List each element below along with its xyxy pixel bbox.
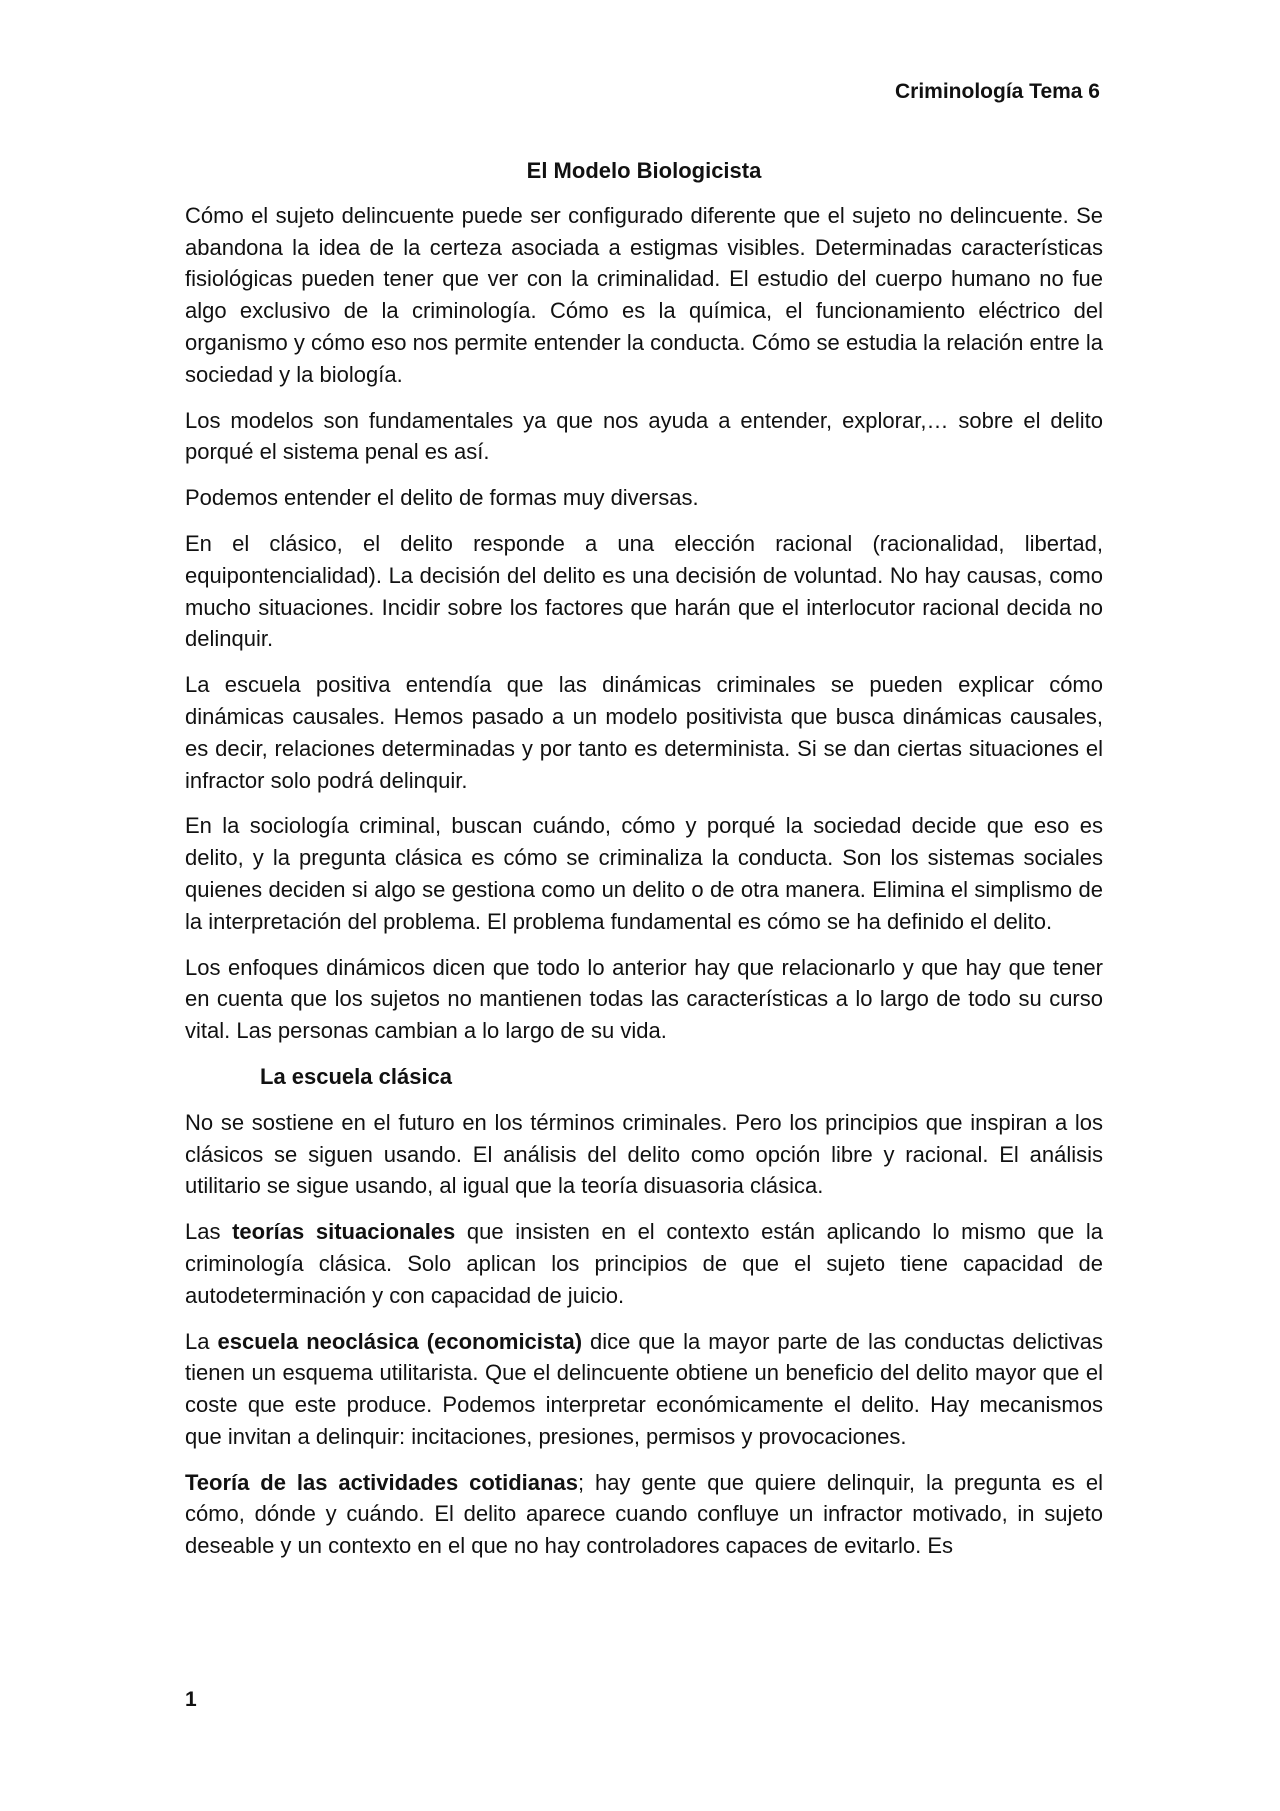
paragraph: La escuela positiva entendía que las dinámicas criminales se pueden explicar cómo dinámicas causales. Hemos pasado a un modelo positivista que busca dinámicas causales, es decir, relaciones determinadas y por tanto es determinista. Si se dan ciertas situaciones el infractor solo podrá delinquir.: [185, 672, 1103, 793]
paragraph: En la sociología criminal, buscan cuándo, cómo y porqué la sociedad decide que eso es delito, y la pregunta clásica es cómo se criminaliza la conducta. Son los sistemas sociales quienes deciden si algo se gestiona como un delito o de otra manera. Elimina el simplismo de la interpretación del problema. El problema fundamental es cómo se ha definido el delito.: [185, 813, 1103, 934]
text-run: dice que la mayor parte de las conductas delictivas tienen un esquema utilitarista. Que el delincuente obtiene un beneficio del delito mayor que el coste que este produce. Podemos interpretar económicamente el delito. Hay mecanismos que invitan a delinquir: incitaciones, presiones, permisos y provocaciones.: [185, 1328, 1103, 1449]
paragraph: No se sostiene en el futuro en los términos criminales. Pero los principios que inspiran a los clásicos se siguen usando. El análisis del delito como opción libre y racional. El análisis utilitario se sigue usando, al igual que la teoría disuasoria clásica.: [185, 1109, 1103, 1199]
paragraph: [185, 1467, 1103, 1562]
document-body: [185, 155, 1103, 1576]
bold-term: teorías situacionales: [232, 1219, 456, 1245]
section-heading: La escuela clásica: [260, 1063, 453, 1089]
page-number: 1: [185, 1688, 197, 1711]
bold-term: Teoría de las actividades cotidianas: [185, 1469, 578, 1495]
paragraph: Los modelos son fundamentales ya que nos ayuda a entender, explorar,… sobre el delito porqué el sistema penal es así.: [185, 407, 1103, 465]
text-run: ; hay gente que quiere delinquir, la pregunta es el cómo, dónde y cuándo. El delito aparece cuando confluye un infractor motivado, in sujeto deseable y un contexto en el que no hay controladores capaces de evitarlo. Es: [185, 1469, 1104, 1559]
page-header: Criminología Tema 6: [895, 80, 1100, 103]
text-run: La: [185, 1328, 218, 1354]
paragraph: Podemos entender el delito de formas muy diversas.: [185, 485, 699, 511]
paragraph: En el clásico, el delito responde a una elección racional (racionalidad, libertad, equipontencialidad). La decisión del delito es una decisión de voluntad. No hay causas, como mucho situaciones. Incidir sobre los factores que harán que el interlocutor racional decida no delinquir.: [185, 530, 1103, 652]
bold-term: escuela neoclásica (economicista): [217, 1328, 583, 1354]
paragraph: Los enfoques dinámicos dicen que todo lo anterior hay que relacionarlo y que hay que tener en cuenta que los sujetos no mantienen todas las características a lo largo de todo su curso vital. Las personas cambian a lo largo de su vida.: [185, 954, 1103, 1044]
text-run: que insisten en el contexto están aplicando lo mismo que la criminología clásica. Solo aplican los principios de que el sujeto tiene capacidad de autodeterminación y con capacidad de juicio.: [185, 1219, 1103, 1308]
paragraph: [185, 1216, 1103, 1311]
document-title: El Modelo Biologicista: [526, 158, 762, 183]
paragraph: [185, 1326, 1103, 1453]
text-run: Las: [185, 1219, 233, 1245]
paragraph: Cómo el sujeto delincuente puede ser configurado diferente que el sujeto no delincuente. Se abandona la idea de la certeza asociada a estigmas visibles. Determinadas características fisiológicas pueden tener que ver con la criminalidad. El estudio del cuerpo humano no fue algo exclusivo de la criminología. Cómo es la química, el funcionamiento eléctrico del organismo y cómo eso nos permite entender la conducta. Cómo se estudia la relación entre la sociedad y la biología.: [185, 202, 1103, 387]
